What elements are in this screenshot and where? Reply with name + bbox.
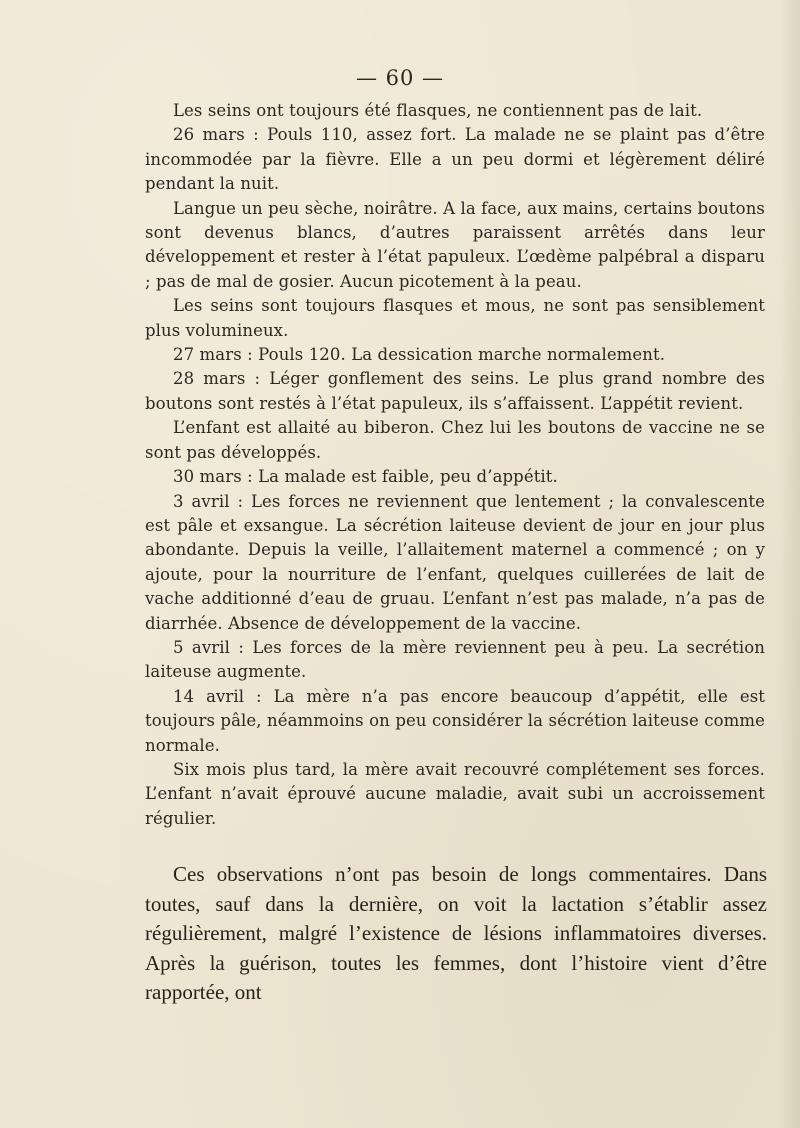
observation-text xyxy=(145,99,765,831)
paragraph: Les seins sont toujours flasques et mous, ne sont pas sensiblement plus volumineux. xyxy=(145,296,765,340)
conclusion-paragraph: Ces observations n’ont pas besoin de longs commentaires. Dans toutes, sauf dans la dernière, on voit la lactation s’établir assez régulièrement, malgré l’existence de lésions inflammatoires diverses. Après la guérison, toutes les femmes, dont l’histoire vient d’être rapportée, ont xyxy=(145,862,767,1004)
paragraph: 3 avril : Les forces ne reviennent que lentement ; la convalescente est pâle et exsangue. La sécrétion laiteuse devient de jour en jour plus abondante. Depuis la veille, l’allaitement maternel a commencé ; on y ajoute, pour la nourriture de l’enfant, quelques cuillerées de lait de vache additionné d’eau de gruau. L’enfant n’est pas malade, n’a pas de diarrhée. Absence de développement de la vaccine. xyxy=(145,491,765,633)
paragraph: 5 avril : Les forces de la mère reviennent peu à peu. La secrétion laiteuse augmente. xyxy=(145,637,765,682)
paragraph: 14 avril : La mère n’a pas encore beaucoup d’appétit, elle est toujours pâle, néammoins on peu considérer la sécrétion laiteuse comme normale. xyxy=(145,686,765,755)
paragraph: 30 mars : La malade est faible, peu d’appétit. xyxy=(173,467,558,487)
paragraph: Les seins ont toujours été flasques, ne contiennent pas de lait. xyxy=(173,101,703,120)
paragraph: 27 mars : Pouls 120. La dessication marche normalement. xyxy=(173,345,666,365)
page-edge-shadow xyxy=(778,0,800,1128)
paragraph: Six mois plus tard, la mère avait recouvré complétement ses forces. L’enfant n’avait éprouvé aucune maladie, avait subi un accroissement régulier. xyxy=(145,759,765,828)
paragraph: L’enfant est allaité au biberon. Chez lui les boutons de vaccine ne se sont pas développés. xyxy=(145,418,765,462)
page-number: — 60 — xyxy=(355,66,445,90)
paragraph: 26 mars : Pouls 110, assez fort. La malade ne se plaint pas d’être incommodée par la fièvre. Elle a un peu dormi et légèrement déliré pendant la nuit. xyxy=(145,125,765,194)
paragraph: 28 mars : Léger gonflement des seins. Le plus grand nombre des boutons sont restés à l’état papuleux, ils s’affaissent. L’appétit revient. xyxy=(145,369,765,413)
paragraph: Langue un peu sèche, noirâtre. A la face, aux mains, certains boutons sont devenus blancs, d’autres paraissent arrêtés dans leur développement et rester à l’état papuleux. L’œdème palpébral a disparu ; pas de mal de gosier. Aucun picotement à la peau. xyxy=(145,198,765,291)
